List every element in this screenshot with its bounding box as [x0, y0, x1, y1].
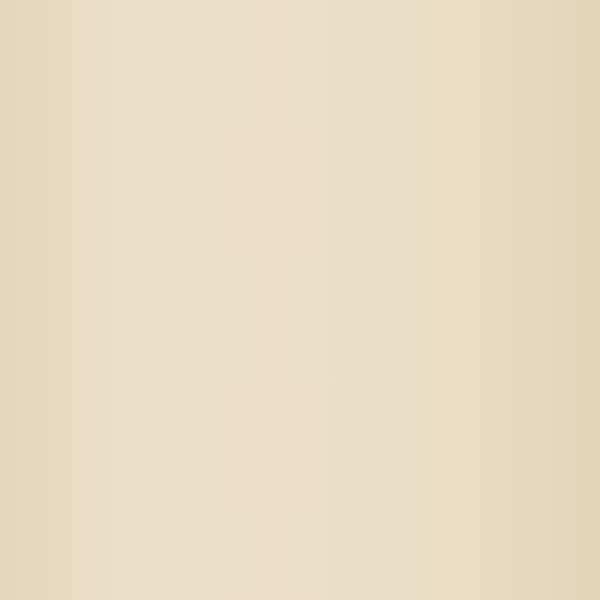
- running-header: [0, 48, 600, 64]
